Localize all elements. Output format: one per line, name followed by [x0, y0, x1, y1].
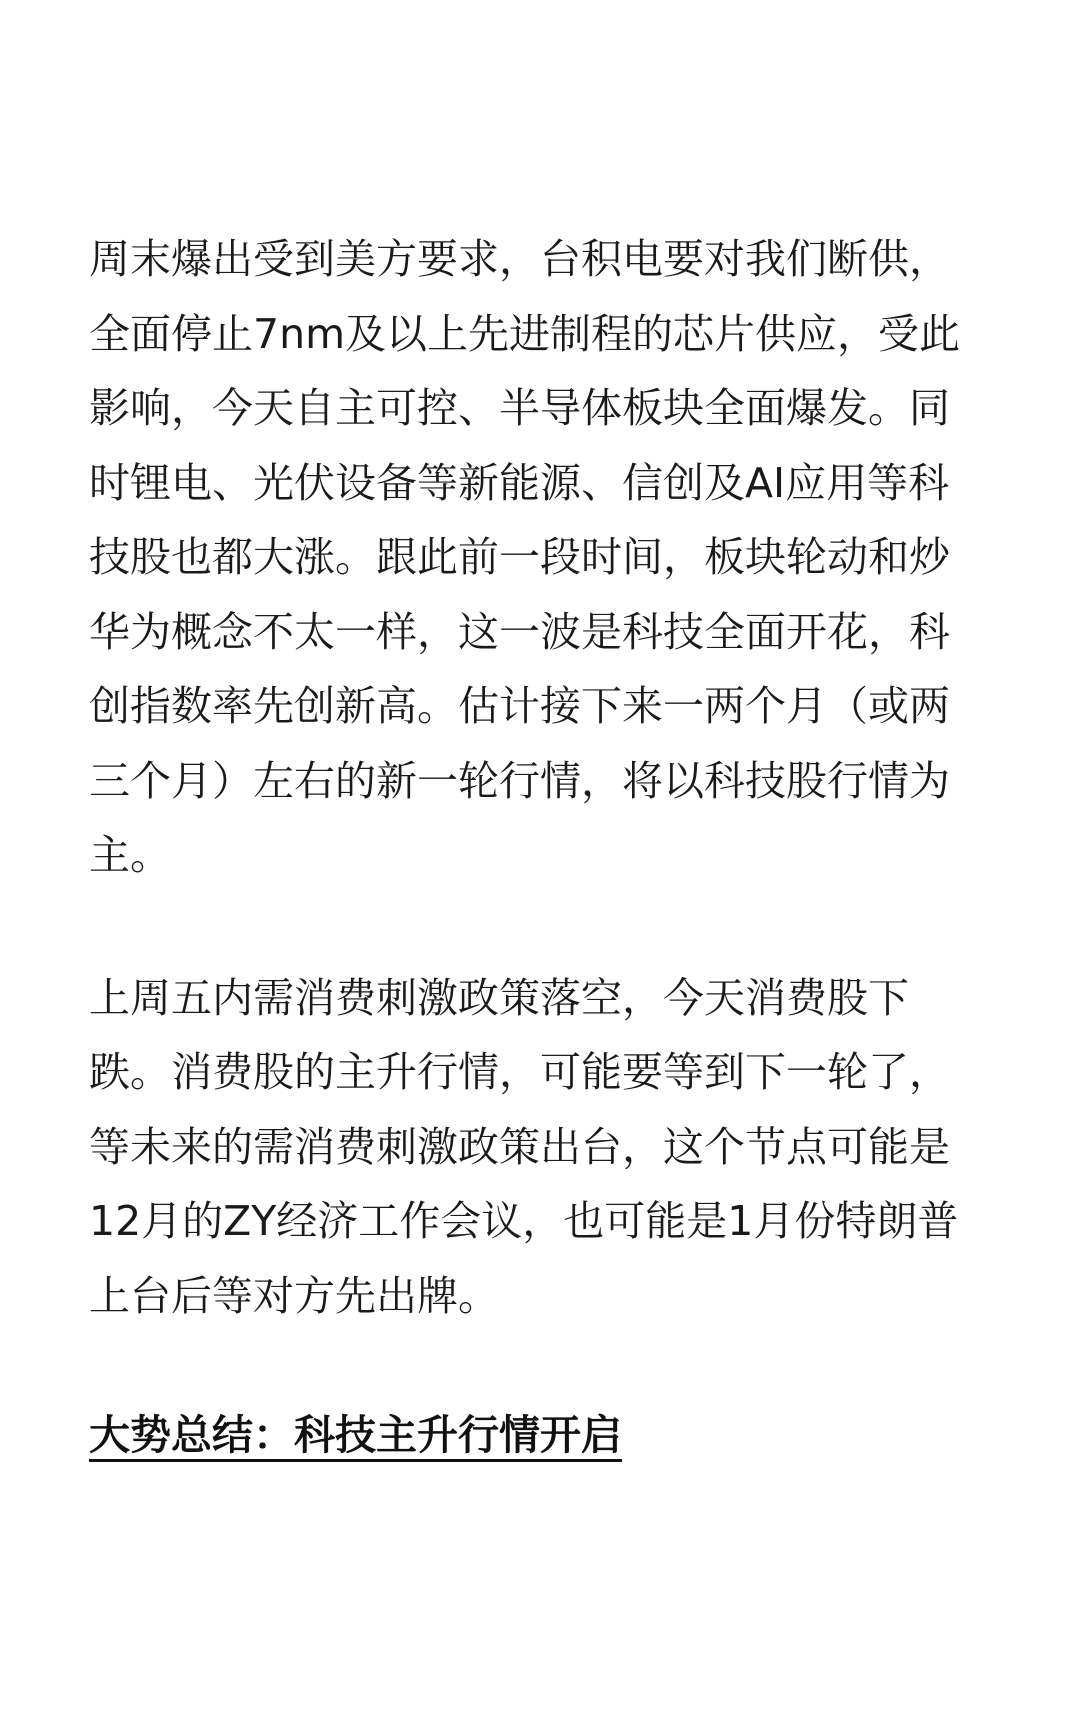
- summary-heading: 大势总结：科技主升行情开启: [89, 1411, 622, 1459]
- article-paragraph-2: 上周五内需消费刺激政策落空，今天消费股下跌。消费股的主升行情，可能要等到下一轮了，等未来的需消费刺激政策出台，这个节点可能是12月的ZY经济工作会议，也可能是1月份特朗普上台后等对方先出牌。: [89, 973, 959, 1320]
- article-body: [89, 222, 989, 1465]
- article-paragraph-1: 周末爆出受到美方要求，台积电要对我们断供，全面停止7nm及以上先进制程的芯片供应，受此影响，今天自主可控、半导体板块全面爆发。同时锂电、光伏设备等新能源、信创及AI应用等科技股也都大涨。跟此前一段时间，板块轮动和炒华为概念不太一样，这一波是科技全面开花，科创指数率先创新高。估计接下来一两个月（或两三个月）左右的新一轮行情，将以科技股行情为主。: [89, 235, 961, 879]
